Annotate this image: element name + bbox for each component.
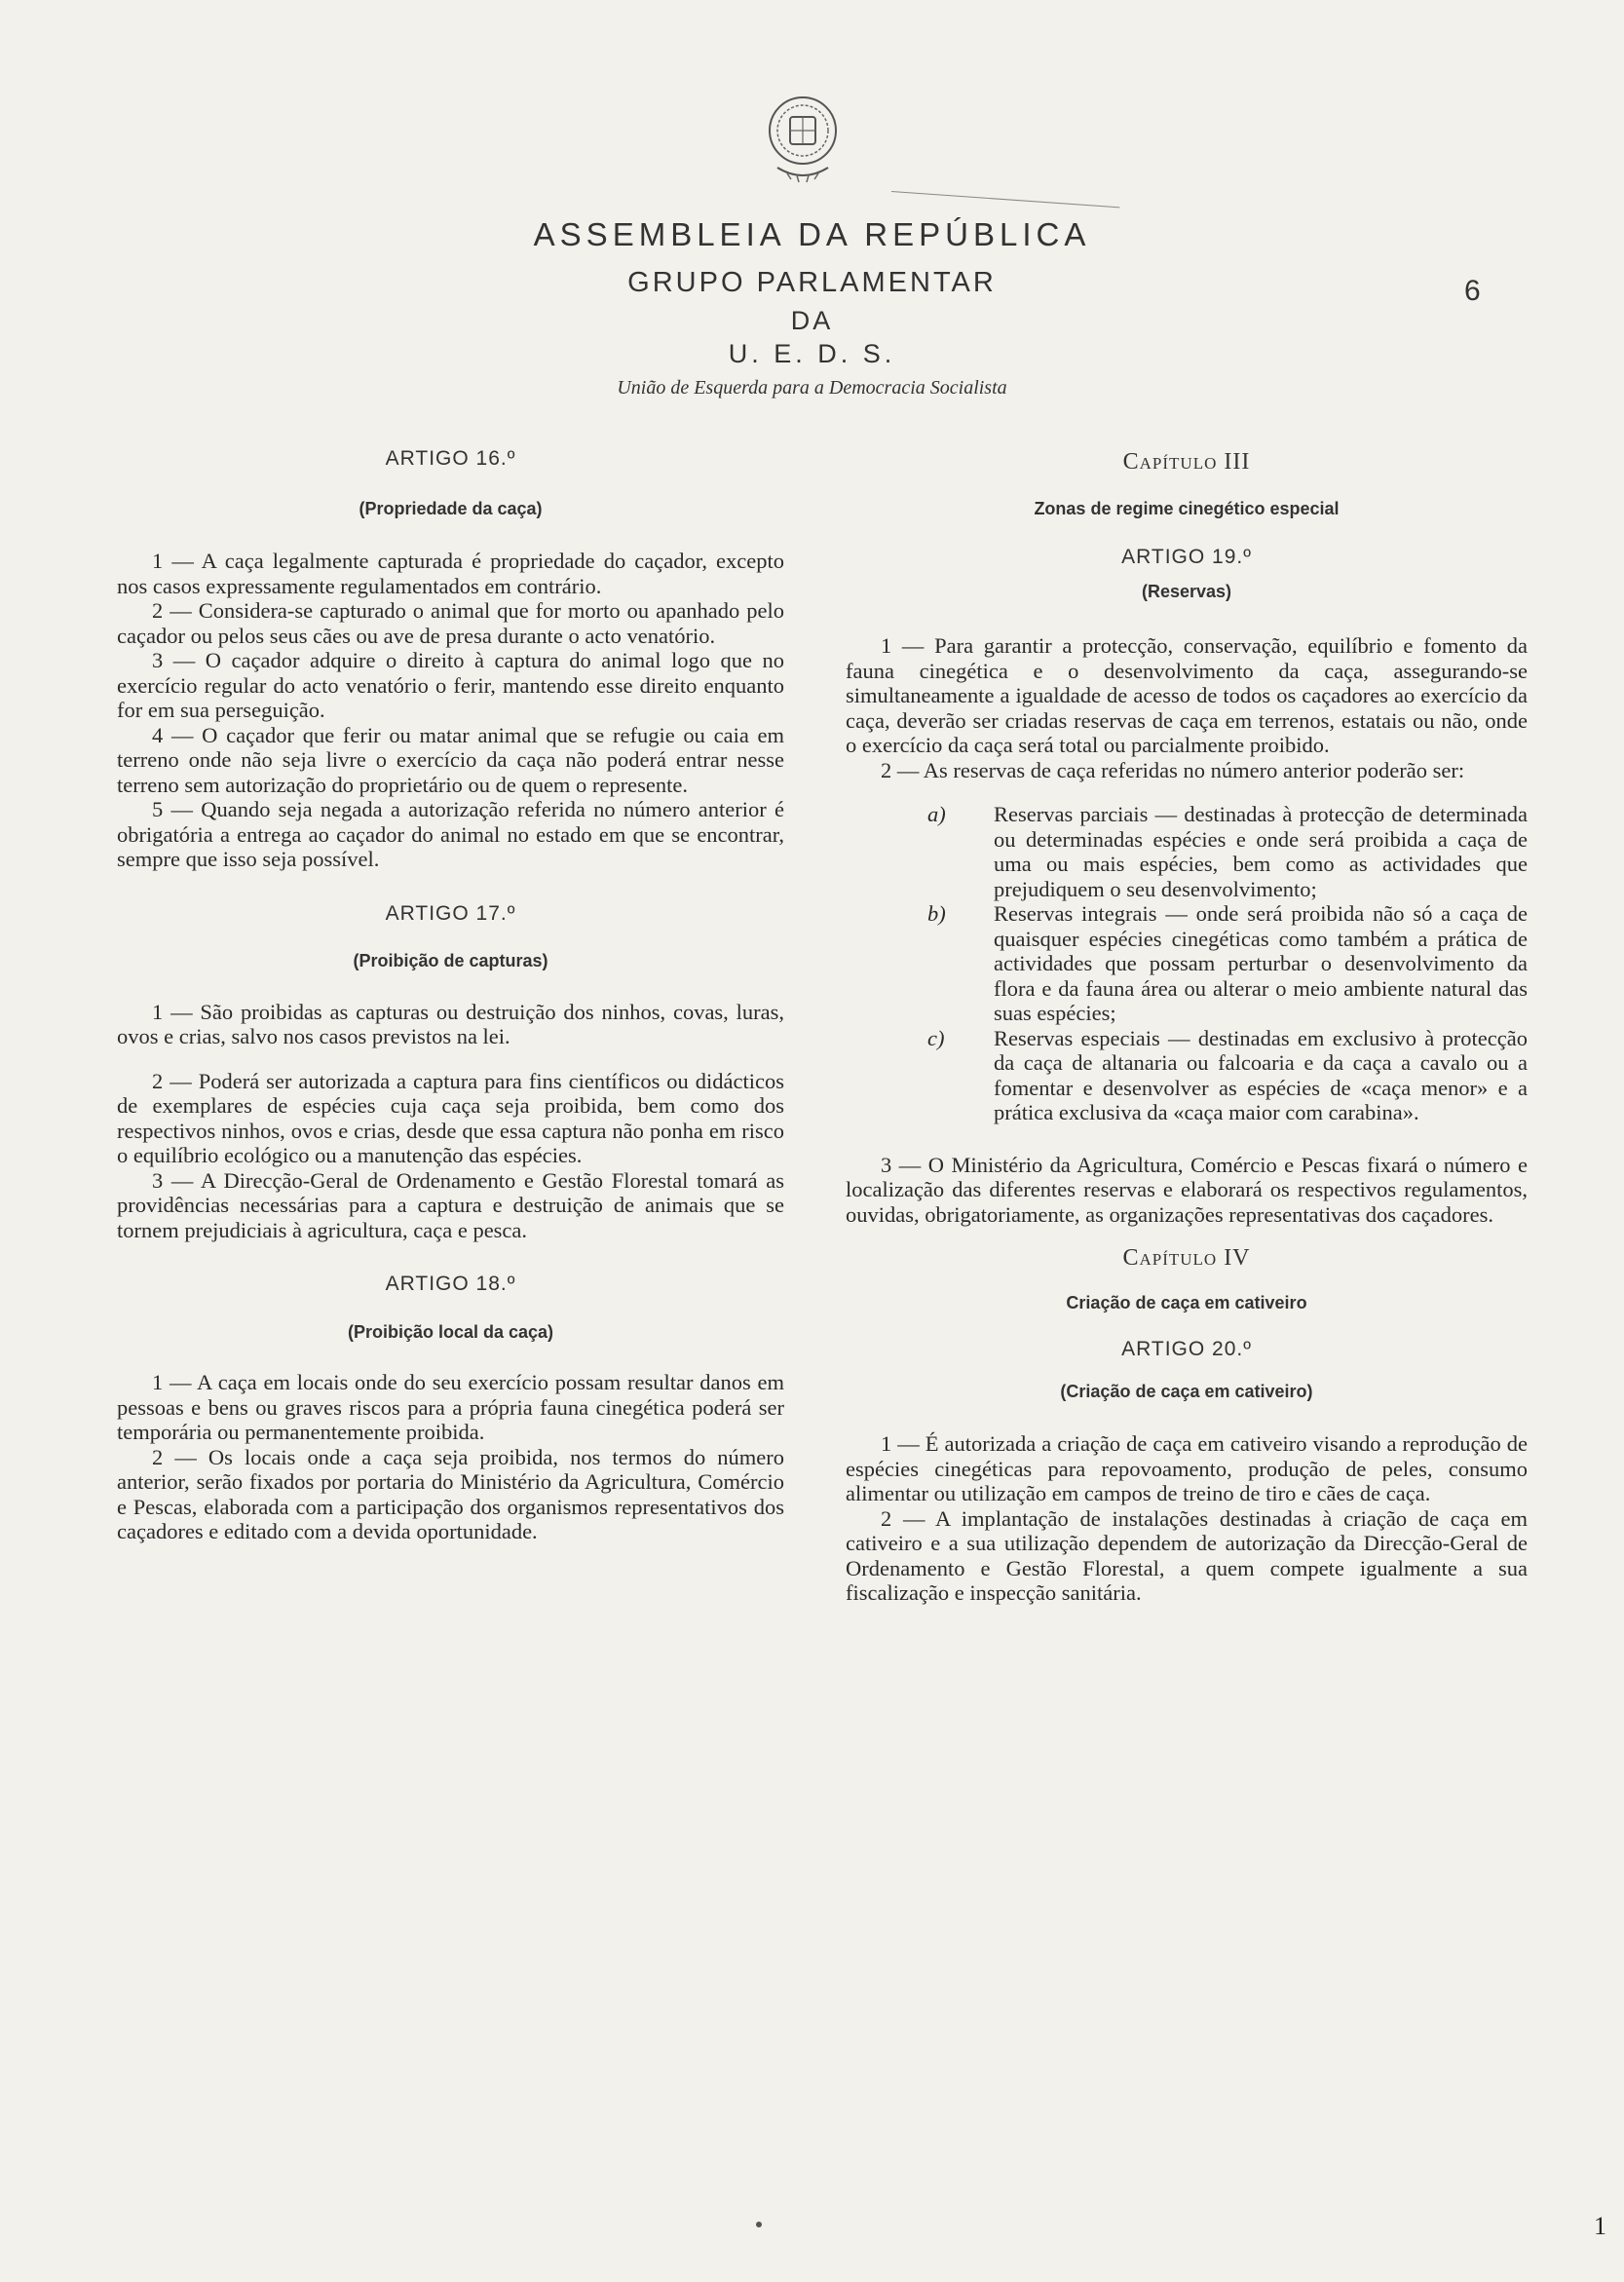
chapter-4-title: Capítulo IV [1122,1245,1251,1271]
left-column [117,437,784,1544]
article-19-paragraph-2: 2 — As reservas de caça referidas no número anterior poderão ser: [881,757,1465,782]
chapter-3-subtitle: Zonas de regime cinegético especial [1034,498,1340,518]
list-item-label: c) [927,1025,945,1050]
article-17-paragraph-3: 3 — A Direcção-Geral de Ordenamento e Gestão Florestal tomará as providências necessárias para a captura e destruição de animais que se tornem prejudiciais à agricultura, caça e pesca. [117,1167,784,1242]
coat-of-arms-seal [758,90,848,187]
article-16-paragraph-1: 1 — A caça legalmente capturada é propriedade do caçador, excepto nos casos expressamente regulamentados em contrário. [117,549,784,598]
article-19-subtitle: (Reservas) [1141,581,1232,601]
article-17-subtitle: (Proibição de capturas) [353,951,548,970]
header-group: GRUPO PARLAMENTAR [627,267,997,298]
chapter-3-title: Capítulo III [1122,449,1251,475]
list-item-text: Reservas parciais — destinadas à protecção de determinada ou determinadas espécies e onde será proibida a caça de uma ou mais espécies, bem como as actividades que prejudiquem o seu desenvolvimento; [994,802,1528,901]
header-party-acronym: U. E. D. S. [728,339,896,368]
article-18-title: ARTIGO 18.º [385,1273,516,1295]
article-20-title: ARTIGO 20.º [1121,1338,1252,1360]
article-16-paragraph-4: 4 — O caçador que ferir ou matar animal que se refugie ou caia em terreno onde não seja livre o exercício da caça não poderá entrar nesse terreno sem autorização do proprietário ou de quem o represente. [117,722,784,797]
article-20-subtitle: (Criação de caça em cativeiro) [1060,1381,1313,1401]
list-item-label: b) [927,901,946,926]
article-18-subtitle: (Proibição local da caça) [347,1321,554,1342]
article-20-paragraph-1: 1 — É autorizada a criação de caça em cativeiro visando a reprodução de espécies cinegéticas para repovoamento, produção de peles, consumo alimentar ou utilização em campos de treino de tiro e cães de caça. [846,1431,1528,1505]
list-item-text: Reservas especiais — destinadas em exclusivo à protecção da caça de altanaria ou falcoaria e da caça a cavalo ou a fomentar e desenvolver as espécies de «caça menor» e a prática exclusiva da «caça maior com carabina». [994,1025,1528,1124]
list-item [846,901,1528,1026]
reserve-types-list [846,802,1528,1125]
article-16-paragraph-3: 3 — O caçador adquire o direito à captura do animal logo que no exercício regular do acto venatório o ferir, mantendo esse direito enquanto for em sua perseguição. [117,648,784,722]
article-16-paragraph-2: 2 — Considera-se capturado o animal que for morto ou apanhado pelo caçador ou pelos seus cães ou ave de presa durante o acto venatório. [117,598,784,648]
list-item [846,1026,1528,1125]
article-18-paragraph-1: 1 — A caça em locais onde do seu exercício possam resultar danos em pessoas e bens ou graves riscos para a própria fauna cinegética poderá ser temporária ou permanentemente proibida. [117,1370,784,1444]
page-number: 6 [1464,275,1481,307]
chapter-4-subtitle: Criação de caça em cativeiro [1066,1292,1307,1312]
article-19-paragraph-1: 1 — Para garantir a protecção, conservação, equilíbrio e fomento da fauna cinegética e o desenvolvimento da caça, assegurando-se simultaneamente a igualdade de acesso de todos os caçadores ao exercício da caça, deverão ser criadas reservas de caça em terrenos, estatais ou não, onde o exercício da caça será total ou parcialmente proibido. [846,633,1528,757]
article-19-paragraph-3: 3 — O Ministério da Agricultura, Comércio e Pescas fixará o número e localização das diferentes reservas e elaborará os respectivos regulamentos, ouvidas, obrigatoriamente, as organizações representativas dos caçadores. [846,1152,1528,1227]
article-16-subtitle: (Propriedade da caça) [359,498,543,518]
article-19-title: ARTIGO 19.º [1121,546,1252,568]
stray-dot [756,2222,762,2227]
article-16-title: ARTIGO 16.º [385,447,516,470]
header-da: DA [790,306,834,335]
list-item [846,802,1528,901]
article-16-paragraph-5: 5 — Quando seja negada a autorização referida no número anterior é obrigatória a entrega ao caçador do animal no estado em que se encontrar, sempre que isso seja possível. [117,797,784,871]
header-assembly: ASSEMBLEIA DA REPÚBLICA [533,216,1091,252]
article-17-paragraph-1: 1 — São proibidas as capturas ou destruição dos ninhos, covas, luras, ovos e crias, salvo nos casos previstos na lei. [117,999,784,1048]
article-18-paragraph-2: 2 — Os locais onde a caça seja proibida, nos termos do número anterior, serão fixados por portaria do Ministério da Agricultura, Comércio e Pescas, elaborada com a participação dos organismos representativos dos caçadores e editado com a devida oportunidade. [117,1444,784,1543]
corner-mark: 1 [1594,2212,1606,2240]
article-17-title: ARTIGO 17.º [385,901,516,925]
article-20-paragraph-2: 2 — A implantação de instalações destinadas à criação de caça em cativeiro e a sua utilização dependem de autorização da Direcção-Geral de Ordenamento e Gestão Florestal, a quem compete igualmente a sua fiscalização e inspecção sanitária. [846,1505,1528,1605]
header-party-name: União de Esquerda para a Democracia Socialista [617,377,1007,399]
decorative-line [891,191,1119,208]
list-item-text: Reservas integrais — onde será proibida não só a caça de quaisquer espécies cinegéticas como também a prática de actividades que possam perturbar o desenvolvimento da flora e da fauna área ou alterar o meio ambiente natural das suas espécies; [994,901,1528,1025]
list-item-label: a) [927,802,946,826]
right-column [846,437,1528,1606]
article-17-paragraph-2: 2 — Poderá ser autorizada a captura para fins científicos ou didácticos de exemplares de espécies cuja caça seja proibida, bem como dos respectivos ninhos, ovos e crias, desde que essa captura não ponha em risco o equilíbrio ecológico ou a manutenção das espécies. [117,1068,784,1167]
